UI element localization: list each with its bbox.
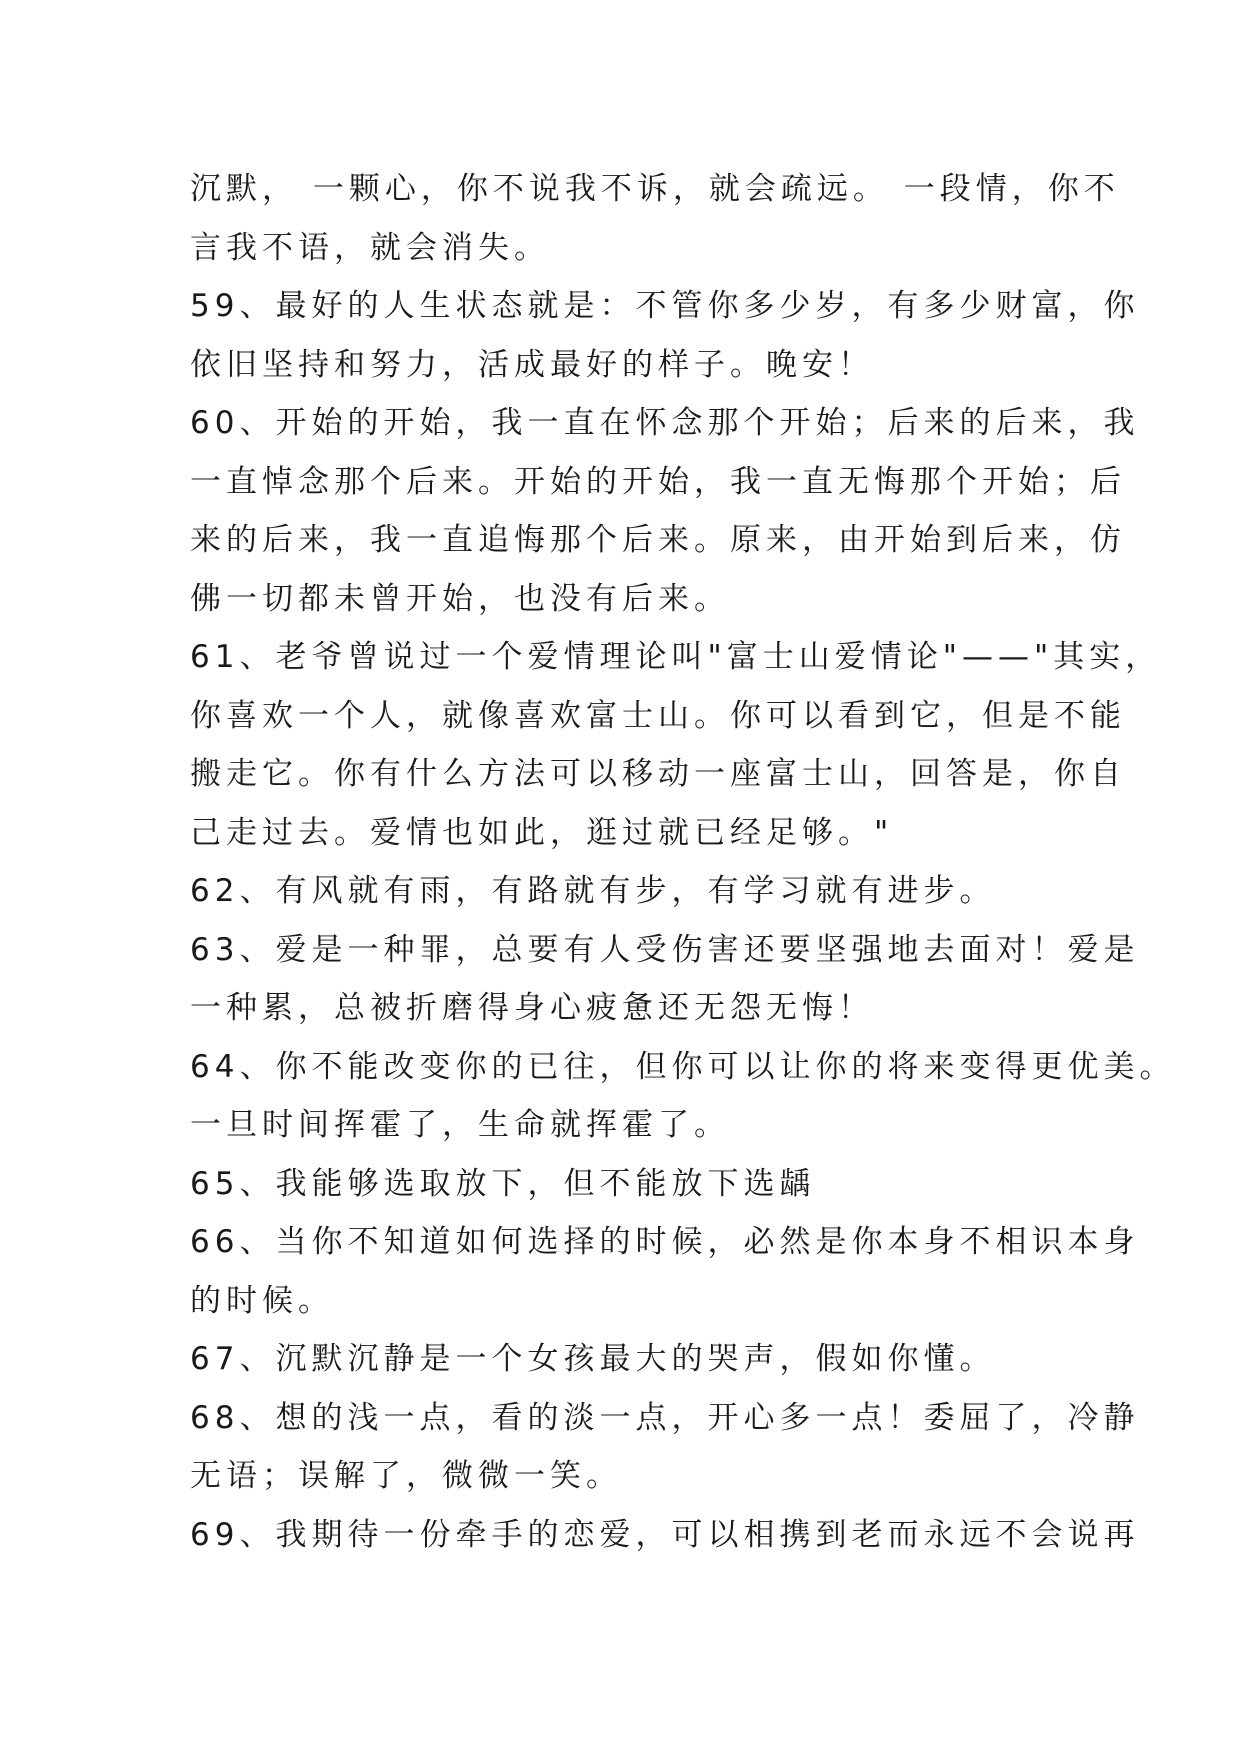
text-line: 65、我能够选取放下，但不能放下选龋 bbox=[190, 1165, 816, 1202]
text-line: 60、开始的开始，我一直在怀念那个开始；后来的后来，我 bbox=[190, 405, 1140, 441]
text-line: 无语；误解了，微微一笑。 bbox=[190, 1458, 622, 1494]
document-body bbox=[190, 160, 1176, 1564]
text-line: 67、沉默沉静是一个女孩最大的哭声，假如你懂。 bbox=[190, 1341, 996, 1377]
text-line: 佛一切都未曾开始，也没有后来。 bbox=[190, 580, 730, 617]
text-line: 的时候。 bbox=[190, 1282, 334, 1319]
text-line: 64、你不能改变你的已往，但你可以让你的将来变得更优美。 bbox=[190, 1048, 1176, 1085]
text-line: 一旦时间挥霍了，生命就挥霍了。 bbox=[190, 1107, 730, 1143]
text-line: 68、想的浅一点，看的淡一点，开心多一点！委屈了，冷静 bbox=[190, 1399, 1140, 1436]
text-line: 一种累，总被折磨得身心疲惫还无怨无悔！ bbox=[190, 990, 874, 1026]
text-line: 一直悼念那个后来。开始的开始，我一直无悔那个开始；后 bbox=[190, 463, 1126, 500]
text-line: 69、我期待一份牵手的恋爱，可以相携到老而永远不会说再 bbox=[190, 1516, 1140, 1553]
text-line: 来的后来，我一直追悔那个后来。原来，由开始到后来，仿 bbox=[190, 522, 1126, 558]
text-line: 59、最好的人生状态就是：不管你多少岁，有多少财富，你 bbox=[190, 288, 1140, 324]
text-line: 你喜欢一个人，就像喜欢富士山。你可以看到它，但是不能 bbox=[190, 697, 1126, 734]
text-line: 搬走它。你有什么方法可以移动一座富士山，回答是，你自 bbox=[190, 756, 1126, 792]
text-line: 己走过去。爱情也如此，逛过就已经足够。" bbox=[190, 814, 894, 851]
text-line: 66、当你不知道如何选择的时候，必然是你本身不相识本身 bbox=[190, 1224, 1140, 1260]
text-line: 61、老爷曾说过一个爱情理论叫"富士山爱情论"——"其实， bbox=[190, 639, 1162, 675]
text-line: 依旧坚持和努力，活成最好的样子。晚安！ bbox=[190, 346, 874, 383]
text-line: 63、爱是一种罪，总要有人受伤害还要坚强地去面对！爱是 bbox=[190, 931, 1140, 968]
text-line: 言我不语，就会消失。 bbox=[190, 229, 550, 266]
text-line: 62、有风就有雨，有路就有步，有学习就有进步。 bbox=[190, 873, 996, 909]
text-line: 沉默， 一颗心，你不说我不诉，就会疏远。 一段情，你不 bbox=[190, 171, 1120, 207]
